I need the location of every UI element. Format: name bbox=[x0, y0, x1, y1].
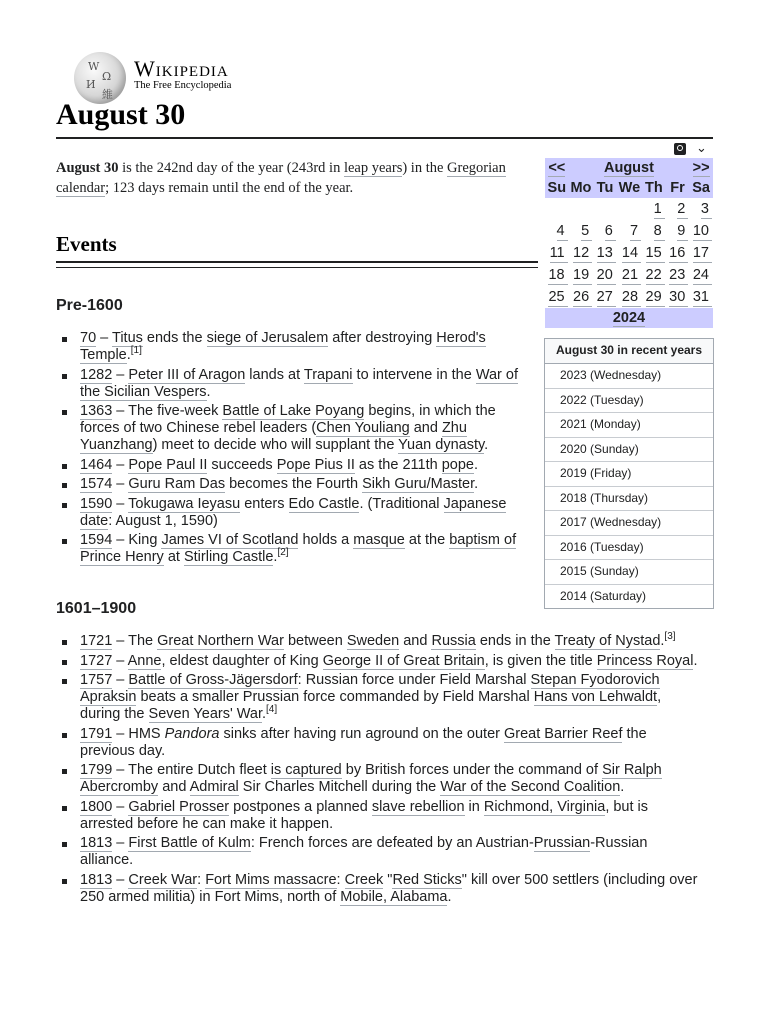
calendar-day-link[interactable]: 8 bbox=[642, 220, 666, 242]
citation-link[interactable]: [2] bbox=[277, 547, 289, 559]
logo-glyph: W bbox=[88, 60, 100, 73]
inline-link[interactable]: leap years bbox=[343, 160, 403, 176]
text-run: and bbox=[409, 420, 442, 436]
text-run: ends the bbox=[142, 330, 207, 346]
italic-text: Pandora bbox=[164, 725, 220, 742]
recent-year-link[interactable]: 2014 (Saturday) bbox=[545, 585, 713, 609]
calendar-month-link[interactable]: August bbox=[569, 158, 690, 178]
inline-link[interactable]: Guru Ram Das bbox=[128, 476, 226, 492]
text-run: . bbox=[484, 437, 489, 453]
inline-link[interactable]: Hans von Lehwaldt bbox=[533, 689, 658, 705]
text-run: . bbox=[620, 779, 625, 795]
text-run: , is given the title bbox=[484, 652, 597, 669]
event-item bbox=[56, 653, 704, 670]
calendar-day-link[interactable]: 6 bbox=[593, 220, 617, 242]
event-item bbox=[56, 403, 538, 454]
inline-link[interactable]: 1757 bbox=[80, 672, 113, 688]
inline-link[interactable]: Russia bbox=[431, 633, 476, 649]
text-run: . (Traditional bbox=[359, 495, 444, 512]
calendar-day-link[interactable]: 22 bbox=[642, 264, 666, 286]
text-run: in bbox=[464, 798, 484, 815]
inline-link[interactable]: Gregorian calendar bbox=[56, 160, 506, 196]
recent-year-link[interactable]: 2018 (Thursday) bbox=[545, 487, 713, 512]
calendar-day-link[interactable]: 20 bbox=[593, 264, 617, 286]
inline-link[interactable]: slave rebellion bbox=[371, 798, 465, 815]
text-run: enters bbox=[240, 495, 289, 512]
text-run: between bbox=[283, 633, 347, 649]
calendar-day-link[interactable]: 13 bbox=[593, 242, 617, 264]
recent-years-box bbox=[544, 338, 714, 609]
citation-link[interactable]: [4] bbox=[266, 704, 278, 716]
inline-link[interactable]: baptism of Prince Henry bbox=[80, 532, 517, 565]
inline-link[interactable]: is captured bbox=[270, 762, 342, 778]
text-run: – bbox=[112, 456, 129, 473]
text-run: -Russian alliance. bbox=[80, 835, 648, 868]
logo-glyph: И bbox=[86, 78, 96, 91]
inline-link[interactable]: Herod's Temple bbox=[80, 330, 486, 363]
inline-link[interactable]: James VI of Scotland bbox=[161, 532, 299, 548]
text-run: Sir Charles Mitchell during the bbox=[238, 779, 441, 795]
weekday-header: Th bbox=[642, 178, 666, 198]
inline-link[interactable]: Mobile, Alabama bbox=[340, 888, 448, 905]
calendar-empty-cell bbox=[545, 198, 569, 220]
intro-paragraph bbox=[56, 158, 538, 198]
inline-link[interactable]: 1464 bbox=[80, 456, 113, 473]
text-run: is the 242nd day of the year (243rd in bbox=[118, 160, 344, 176]
event-item bbox=[56, 762, 704, 796]
text-run: : French forces are defeated by an Austrian- bbox=[250, 835, 534, 851]
calendar-day-link[interactable]: 1 bbox=[642, 198, 666, 220]
text-run: – bbox=[112, 871, 129, 888]
weekday-header: Mo bbox=[570, 180, 592, 196]
calendar-week bbox=[545, 220, 713, 242]
text-run: . bbox=[660, 633, 665, 649]
inline-link[interactable]: Zhu Yuanzhang bbox=[80, 420, 467, 453]
calendar-day-link[interactable]: 14 bbox=[617, 242, 642, 264]
text-run: – bbox=[112, 495, 129, 512]
event-item bbox=[56, 367, 538, 401]
text-run: ; 123 days remain until the end of the year. bbox=[105, 180, 354, 196]
text-run: and bbox=[399, 633, 432, 649]
text-run: the previous day. bbox=[80, 725, 647, 759]
section-heading: 1601–1900 bbox=[56, 600, 137, 617]
event-item bbox=[56, 799, 704, 833]
event-item bbox=[56, 872, 704, 906]
calendar-day-link[interactable]: 28 bbox=[617, 286, 642, 308]
section-heading: Pre-1600 bbox=[56, 297, 123, 314]
inline-link[interactable]: Peter III of Aragon bbox=[128, 366, 246, 383]
chevron-down-icon[interactable]: ⌄ bbox=[696, 140, 707, 155]
inline-link[interactable]: Tokugawa Ieyasu bbox=[128, 495, 241, 512]
inline-link[interactable]: Great Barrier Reef bbox=[504, 725, 623, 742]
text-run: . bbox=[447, 888, 452, 905]
inline-link[interactable]: Stirling Castle bbox=[183, 549, 274, 565]
text-run: . bbox=[273, 549, 278, 565]
calendar-day-link[interactable]: 16 bbox=[666, 242, 690, 264]
calendar-day-link[interactable]: 25 bbox=[545, 286, 569, 308]
calendar-day-link[interactable]: 18 bbox=[545, 264, 569, 286]
text-run: – bbox=[112, 476, 129, 492]
inline-link[interactable]: Prussian bbox=[533, 835, 591, 851]
event-item bbox=[56, 476, 538, 493]
inline-link[interactable]: Seven Years' War bbox=[148, 706, 262, 722]
calendar-day-link[interactable]: 7 bbox=[617, 220, 642, 242]
logo-glyph: 維 bbox=[102, 88, 113, 101]
inline-link[interactable]: Gabriel Prosser bbox=[128, 798, 230, 815]
text-run: lands at bbox=[245, 366, 304, 383]
calendar-day-link[interactable]: 5 bbox=[569, 220, 594, 242]
calendar-prev-link[interactable]: << bbox=[545, 158, 569, 178]
inline-link[interactable]: 1721 bbox=[80, 633, 113, 649]
calendar-day-link[interactable]: 17 bbox=[689, 242, 713, 264]
text-run: – bbox=[112, 366, 129, 383]
search-icon[interactable] bbox=[674, 143, 686, 155]
text-run: . bbox=[693, 652, 698, 669]
inline-link[interactable]: 1813 bbox=[80, 835, 113, 851]
calendar-day-link[interactable]: 15 bbox=[642, 242, 666, 264]
text-run: , but is arrested before he can make it happen. bbox=[80, 798, 649, 832]
text-run: . bbox=[262, 706, 267, 722]
calendar-week bbox=[545, 264, 713, 286]
inline-link[interactable]: 1363 bbox=[80, 403, 113, 419]
text-run: " kill over 500 settlers (including over 250 armed militia) in Fort Mims, north of bbox=[80, 871, 698, 905]
text-run: – The five-week bbox=[112, 403, 223, 419]
calendar-next-link[interactable]: >> bbox=[689, 158, 713, 178]
inline-link[interactable]: First Battle of Kulm bbox=[128, 835, 251, 851]
text-run: to intervene in the bbox=[352, 366, 476, 383]
inline-link[interactable]: Fort Mims massacre bbox=[205, 871, 337, 888]
inline-link[interactable]: Titus bbox=[112, 330, 143, 346]
calendar-day-link[interactable]: 21 bbox=[617, 264, 642, 286]
inline-link[interactable]: 1590 bbox=[80, 495, 113, 512]
inline-link[interactable]: Stepan Fyodorovich Apraksin bbox=[80, 672, 660, 705]
text-run: becomes the Fourth bbox=[225, 476, 363, 492]
text-run: : August 1, 1590) bbox=[108, 512, 218, 529]
event-item bbox=[56, 532, 538, 566]
inline-link[interactable]: masque bbox=[353, 532, 405, 548]
inline-link[interactable]: Chen Youliang bbox=[316, 420, 410, 436]
inline-link[interactable]: Anne bbox=[127, 652, 162, 669]
calendar-day-link[interactable]: 27 bbox=[593, 286, 617, 308]
calendar-year-link[interactable]: 2024 bbox=[545, 308, 713, 328]
text-run: – bbox=[112, 835, 129, 851]
bold-text: August 30 bbox=[56, 160, 119, 176]
text-run: . bbox=[474, 476, 479, 492]
text-run: as the 211th bbox=[354, 456, 442, 473]
inline-link[interactable]: Admiral bbox=[189, 779, 239, 795]
text-run: after destroying bbox=[328, 330, 437, 346]
text-run: succeeds bbox=[207, 456, 277, 473]
recent-year-link[interactable]: 2015 (Sunday) bbox=[545, 560, 713, 585]
inline-link[interactable]: Princess Royal bbox=[596, 652, 694, 669]
inline-link[interactable]: 1574 bbox=[80, 476, 113, 492]
calendar-day-link[interactable]: 11 bbox=[545, 242, 569, 264]
text-run: – bbox=[96, 330, 112, 346]
text-run: ends in the bbox=[475, 633, 555, 649]
inline-link[interactable]: Treaty of Nystad bbox=[554, 633, 661, 649]
event-item bbox=[56, 672, 704, 723]
text-run: , during the bbox=[80, 689, 662, 722]
inline-link[interactable]: Richmond, Virginia bbox=[483, 798, 606, 815]
text-run: at the bbox=[404, 532, 450, 548]
text-run: at bbox=[163, 549, 184, 565]
citation-link[interactable]: [3] bbox=[664, 631, 676, 643]
citation-link[interactable]: [1] bbox=[130, 345, 142, 357]
text-run: and bbox=[158, 779, 190, 795]
calendar-day-link[interactable]: 3 bbox=[689, 198, 713, 220]
inline-link[interactable]: pope bbox=[441, 456, 474, 473]
inline-link[interactable]: Battle of Gross-Jägersdorf bbox=[128, 672, 298, 688]
events-heading: Events bbox=[56, 232, 117, 256]
page-tools bbox=[674, 140, 714, 157]
calendar-day-link[interactable]: 4 bbox=[545, 220, 569, 242]
inline-link[interactable]: War of the Second Coalition bbox=[440, 779, 621, 795]
calendar-day-link[interactable]: 19 bbox=[569, 264, 594, 286]
calendar-empty-cell bbox=[617, 198, 642, 220]
events-divider-thin bbox=[56, 267, 538, 268]
weekday-header: We bbox=[618, 180, 641, 196]
inline-link[interactable]: 1800 bbox=[80, 798, 113, 815]
inline-link[interactable]: Red Sticks bbox=[392, 871, 462, 888]
text-run: sinks after having run aground on the outer bbox=[219, 725, 505, 742]
recent-years-heading: August 30 in recent years bbox=[545, 339, 713, 364]
inline-link[interactable]: George II of Great Britain bbox=[322, 652, 485, 669]
inline-link[interactable]: Sweden bbox=[346, 633, 400, 649]
recent-year-link[interactable]: 2017 (Wednesday) bbox=[545, 511, 713, 536]
text-run: postpones a planned bbox=[229, 798, 372, 815]
text-run: – HMS bbox=[112, 725, 165, 742]
inline-link[interactable]: Sir Ralph Abercromby bbox=[80, 762, 662, 795]
inline-link[interactable]: Edo Castle bbox=[288, 495, 360, 512]
calendar-day-link[interactable]: 12 bbox=[569, 242, 594, 264]
event-item bbox=[56, 726, 704, 760]
calendar-week bbox=[545, 198, 713, 220]
recent-year-link[interactable]: 2022 (Tuesday) bbox=[545, 389, 713, 414]
text-run: – The bbox=[112, 633, 158, 649]
inline-link[interactable]: Pope Pius II bbox=[276, 456, 355, 473]
calendar-day-link[interactable]: 10 bbox=[689, 220, 713, 242]
logo-glyph: Ω bbox=[102, 70, 112, 83]
inline-link[interactable]: Creek bbox=[344, 871, 384, 888]
brand-name: Wikipedia bbox=[134, 56, 229, 81]
event-item bbox=[56, 330, 538, 364]
text-run: : Russian force under Field Marshal bbox=[297, 672, 531, 688]
recent-year-link[interactable]: 2021 (Monday) bbox=[545, 413, 713, 438]
event-item bbox=[56, 457, 538, 474]
inline-link[interactable]: 1791 bbox=[80, 725, 113, 742]
text-run: – bbox=[112, 798, 129, 815]
brand-tagline: The Free Encyclopedia bbox=[134, 80, 232, 91]
text-run: holds a bbox=[298, 532, 354, 548]
recent-year-link[interactable]: 2020 (Sunday) bbox=[545, 438, 713, 463]
recent-year-link[interactable]: 2016 (Tuesday) bbox=[545, 536, 713, 561]
inline-link[interactable]: War of the Sicilian Vespers bbox=[80, 366, 519, 400]
inline-link[interactable]: Great Northern War bbox=[157, 633, 284, 649]
inline-link[interactable]: Creek War bbox=[128, 871, 198, 888]
events-list-pre-1600 bbox=[56, 330, 538, 569]
weekday-header: Su bbox=[545, 178, 569, 198]
text-run: . bbox=[126, 347, 131, 363]
text-run: " bbox=[383, 871, 393, 888]
recent-year-link[interactable]: 2023 (Wednesday) bbox=[545, 364, 713, 389]
wikipedia-wordmark[interactable] bbox=[134, 56, 231, 91]
event-item bbox=[56, 496, 538, 530]
month-calendar bbox=[545, 158, 713, 328]
inline-link[interactable]: Yuan dynasty bbox=[398, 437, 485, 453]
recent-year-link[interactable]: 2019 (Friday) bbox=[545, 462, 713, 487]
inline-link[interactable]: Japanese date bbox=[80, 495, 507, 529]
text-run: , eldest daughter of King bbox=[161, 652, 323, 669]
text-run: by British forces under the command of bbox=[341, 762, 603, 778]
calendar-day-link[interactable]: 24 bbox=[689, 264, 713, 286]
text-run: – bbox=[112, 652, 128, 669]
text-run: : bbox=[197, 871, 206, 888]
wikipedia-globe-logo[interactable] bbox=[74, 52, 126, 104]
calendar-day-link[interactable]: 26 bbox=[569, 286, 594, 308]
text-run: : bbox=[336, 871, 345, 888]
event-item bbox=[56, 835, 704, 869]
calendar-empty-cell bbox=[569, 198, 594, 220]
page-title: August 30 bbox=[56, 98, 186, 131]
calendar-day-link[interactable]: 23 bbox=[666, 264, 690, 286]
events-divider bbox=[56, 261, 538, 263]
text-run: ) in the bbox=[402, 160, 448, 176]
calendar-day-link[interactable]: 9 bbox=[666, 220, 690, 242]
event-item bbox=[56, 633, 704, 650]
inline-link[interactable]: siege of Jerusalem bbox=[206, 330, 329, 346]
inline-link[interactable]: Trapani bbox=[303, 366, 353, 383]
text-run: ) meet to decide who will supplant the bbox=[152, 437, 399, 453]
inline-link[interactable]: Sikh Guru/Master bbox=[362, 476, 475, 492]
weekday-header: Sa bbox=[689, 178, 713, 198]
calendar-day-link[interactable]: 29 bbox=[642, 286, 666, 308]
weekday-header: Tu bbox=[593, 178, 617, 198]
text-run: – bbox=[112, 672, 129, 688]
inline-link[interactable]: 1813 bbox=[80, 871, 113, 888]
calendar-week bbox=[545, 286, 713, 308]
text-run: . bbox=[206, 383, 211, 400]
calendar-day-link[interactable]: 2 bbox=[666, 198, 690, 220]
text-run: begins, in which the forces of two Chinese rebel leaders ( bbox=[80, 403, 496, 436]
calendar-week bbox=[545, 242, 713, 264]
title-divider bbox=[56, 137, 713, 139]
inline-link[interactable]: Battle of Lake Poyang bbox=[222, 403, 365, 419]
inline-link[interactable]: 1282 bbox=[80, 366, 113, 383]
inline-link[interactable]: 70 bbox=[80, 330, 97, 346]
text-run: – King bbox=[112, 532, 162, 548]
calendar-day-link[interactable]: 30 bbox=[666, 286, 690, 308]
text-run: . bbox=[473, 456, 478, 473]
inline-link[interactable]: 1594 bbox=[80, 532, 113, 548]
text-run: – The entire Dutch fleet bbox=[112, 762, 271, 778]
events-list-1601-1900 bbox=[56, 633, 704, 908]
inline-link[interactable]: 1799 bbox=[80, 762, 113, 778]
inline-link[interactable]: Pope Paul II bbox=[128, 456, 208, 473]
calendar-day-link[interactable]: 31 bbox=[689, 286, 713, 308]
inline-link[interactable]: 1727 bbox=[80, 652, 113, 669]
calendar-empty-cell bbox=[593, 198, 617, 220]
text-run: beats a smaller Prussian force commanded by Field Marshal bbox=[136, 689, 534, 705]
weekday-header: Fr bbox=[666, 178, 690, 198]
